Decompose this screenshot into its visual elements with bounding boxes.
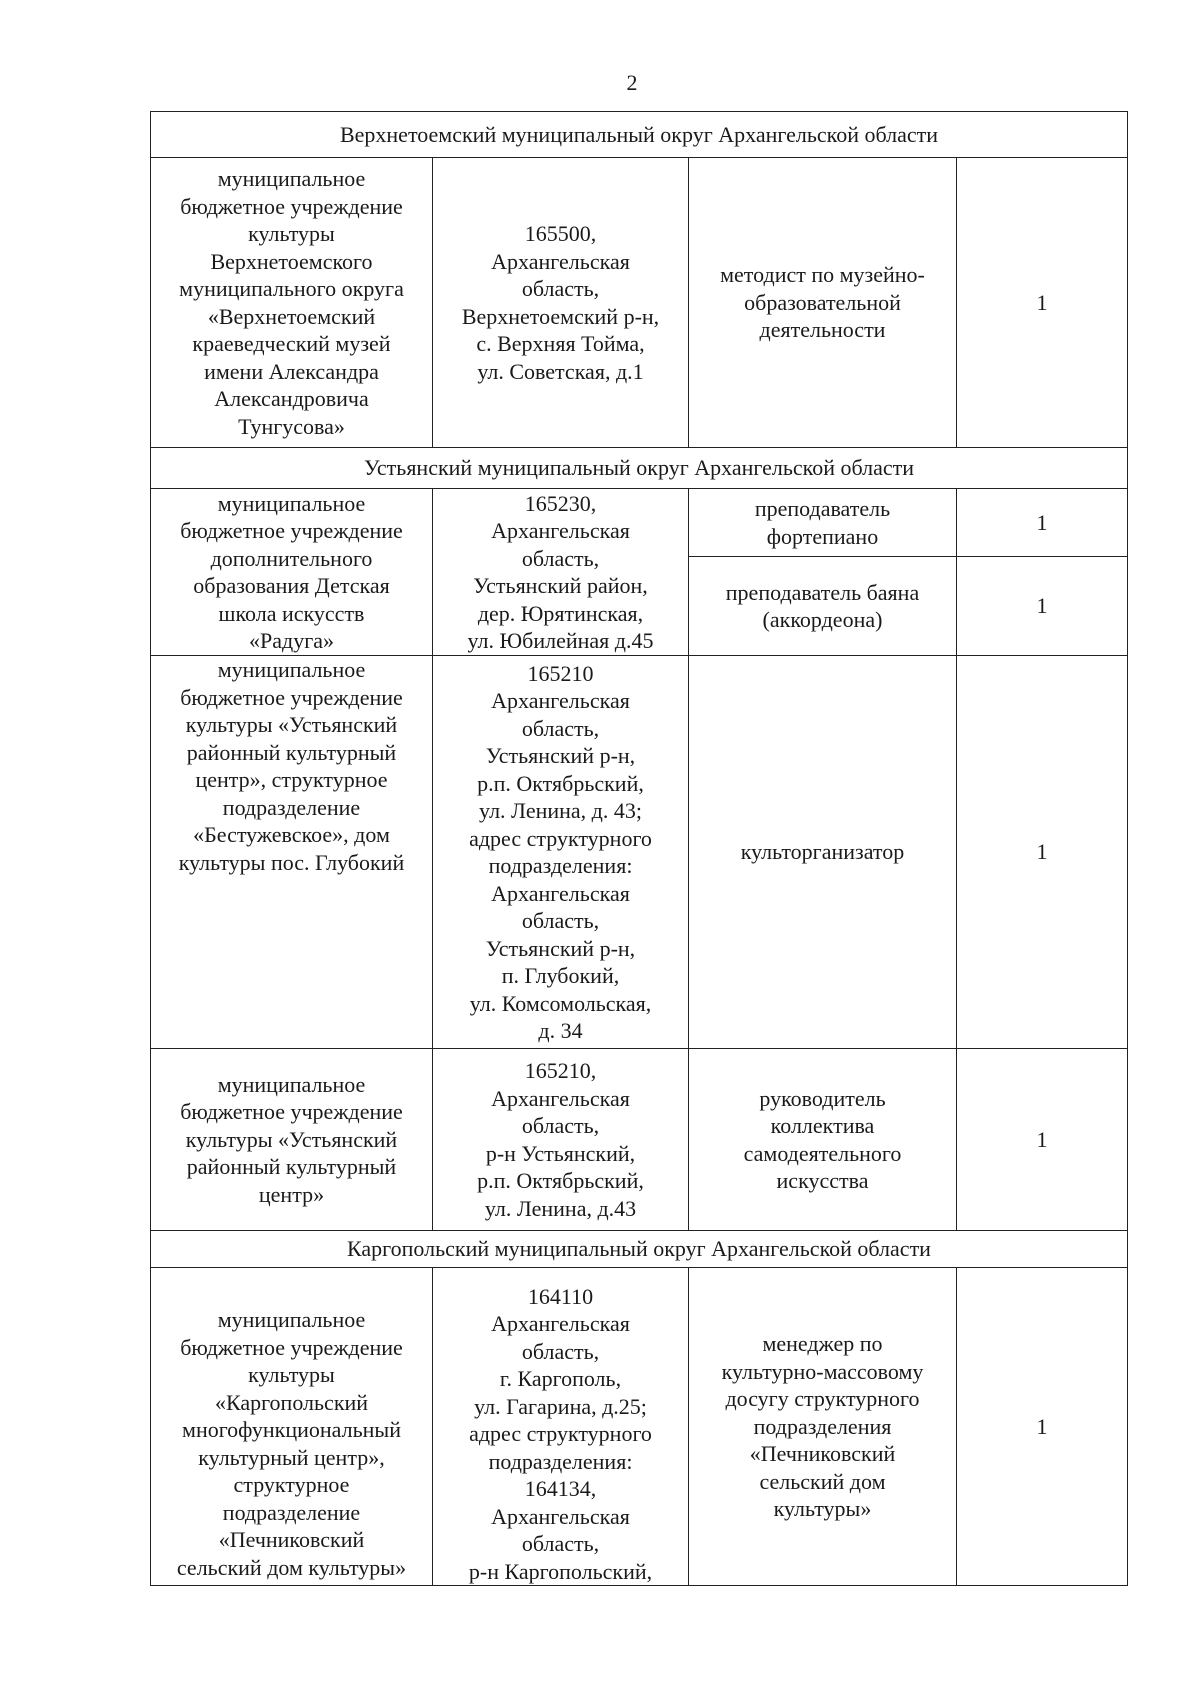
- section-header-row: [151, 1231, 1128, 1268]
- section-header-row: [151, 448, 1128, 489]
- address-cell: 165230, Архангельская область, Устьянский район, дер. Юрятинская, ул. Юбилейная д.45: [433, 489, 689, 656]
- organization-cell: муниципальное бюджетное учреждение культуры «Устьянский районный культурный центр», структурное подразделение «Бестужевское», дом культуры пос. Глубокий: [151, 656, 433, 1049]
- position-cell: менеджер по культурно-массовому досугу структурного подразделения «Печниковский сельский дом культуры»: [689, 1268, 957, 1586]
- position-cell: руководитель коллектива самодеятельного искусства: [689, 1049, 957, 1231]
- address-cell: 164110 Архангельская область, г. Каргополь, ул. Гагарина, д.25; адрес структурного подразделения: 164134, Архангельская область, р-н Каргопольский,: [433, 1268, 689, 1586]
- count-cell: 1: [957, 1268, 1128, 1586]
- address-cell: 165210, Архангельская область, р-н Устьянский, р.п. Октябрьский, ул. Ленина, д.43: [433, 1049, 689, 1231]
- position-cell: культорганизатор: [689, 656, 957, 1049]
- section-title: Каргопольский муниципальный округ Архангельской области: [151, 1231, 1128, 1268]
- count-cell: 1: [957, 158, 1128, 448]
- table-row: [151, 1268, 1128, 1586]
- table-row: [151, 1049, 1128, 1231]
- organization-cell: муниципальное бюджетное учреждение дополнительного образования Детская школа искусств «Радуга»: [151, 489, 433, 656]
- position-cell: преподаватель фортепиано: [689, 489, 957, 557]
- vacancy-table: [150, 111, 1128, 1586]
- section-header-row: [151, 112, 1128, 158]
- position-cell: преподаватель баяна (аккордеона): [689, 557, 957, 656]
- organization-cell: муниципальное бюджетное учреждение культуры «Каргопольский многофункциональный культурный центр», структурное подразделение «Печниковский сельский дом культуры»: [151, 1268, 433, 1586]
- table-row: [151, 489, 1128, 557]
- address-cell: 165210 Архангельская область, Устьянский р-н, р.п. Октябрьский, ул. Ленина, д. 43; адрес структурного подразделения: Архангельская область, Устьянский р-н, п. Глубокий, ул. Комсомольская, д. 34: [433, 656, 689, 1049]
- section-title: Верхнетоемский муниципальный округ Архангельской области: [151, 112, 1128, 158]
- organization-cell: муниципальное бюджетное учреждение культуры Верхнетоемского муниципального округа «Верхнетоемский краеведческий музей имени Александра Александровича Тунгусова»: [151, 158, 433, 448]
- position-cell: методист по музейно- образовательной деятельности: [689, 158, 957, 448]
- count-cell: 1: [957, 557, 1128, 656]
- count-cell: 1: [957, 1049, 1128, 1231]
- page-number: 2: [626, 70, 638, 95]
- count-cell: 1: [957, 489, 1128, 557]
- section-title: Устьянский муниципальный округ Архангельской области: [151, 448, 1128, 489]
- table-row: [151, 158, 1128, 448]
- address-cell: 165500, Архангельская область, Верхнетоемский р-н, с. Верхняя Тойма, ул. Советская, д.1: [433, 158, 689, 448]
- count-cell: 1: [957, 656, 1128, 1049]
- organization-cell: муниципальное бюджетное учреждение культуры «Устьянский районный культурный центр»: [151, 1049, 433, 1231]
- table-row: [151, 656, 1128, 1049]
